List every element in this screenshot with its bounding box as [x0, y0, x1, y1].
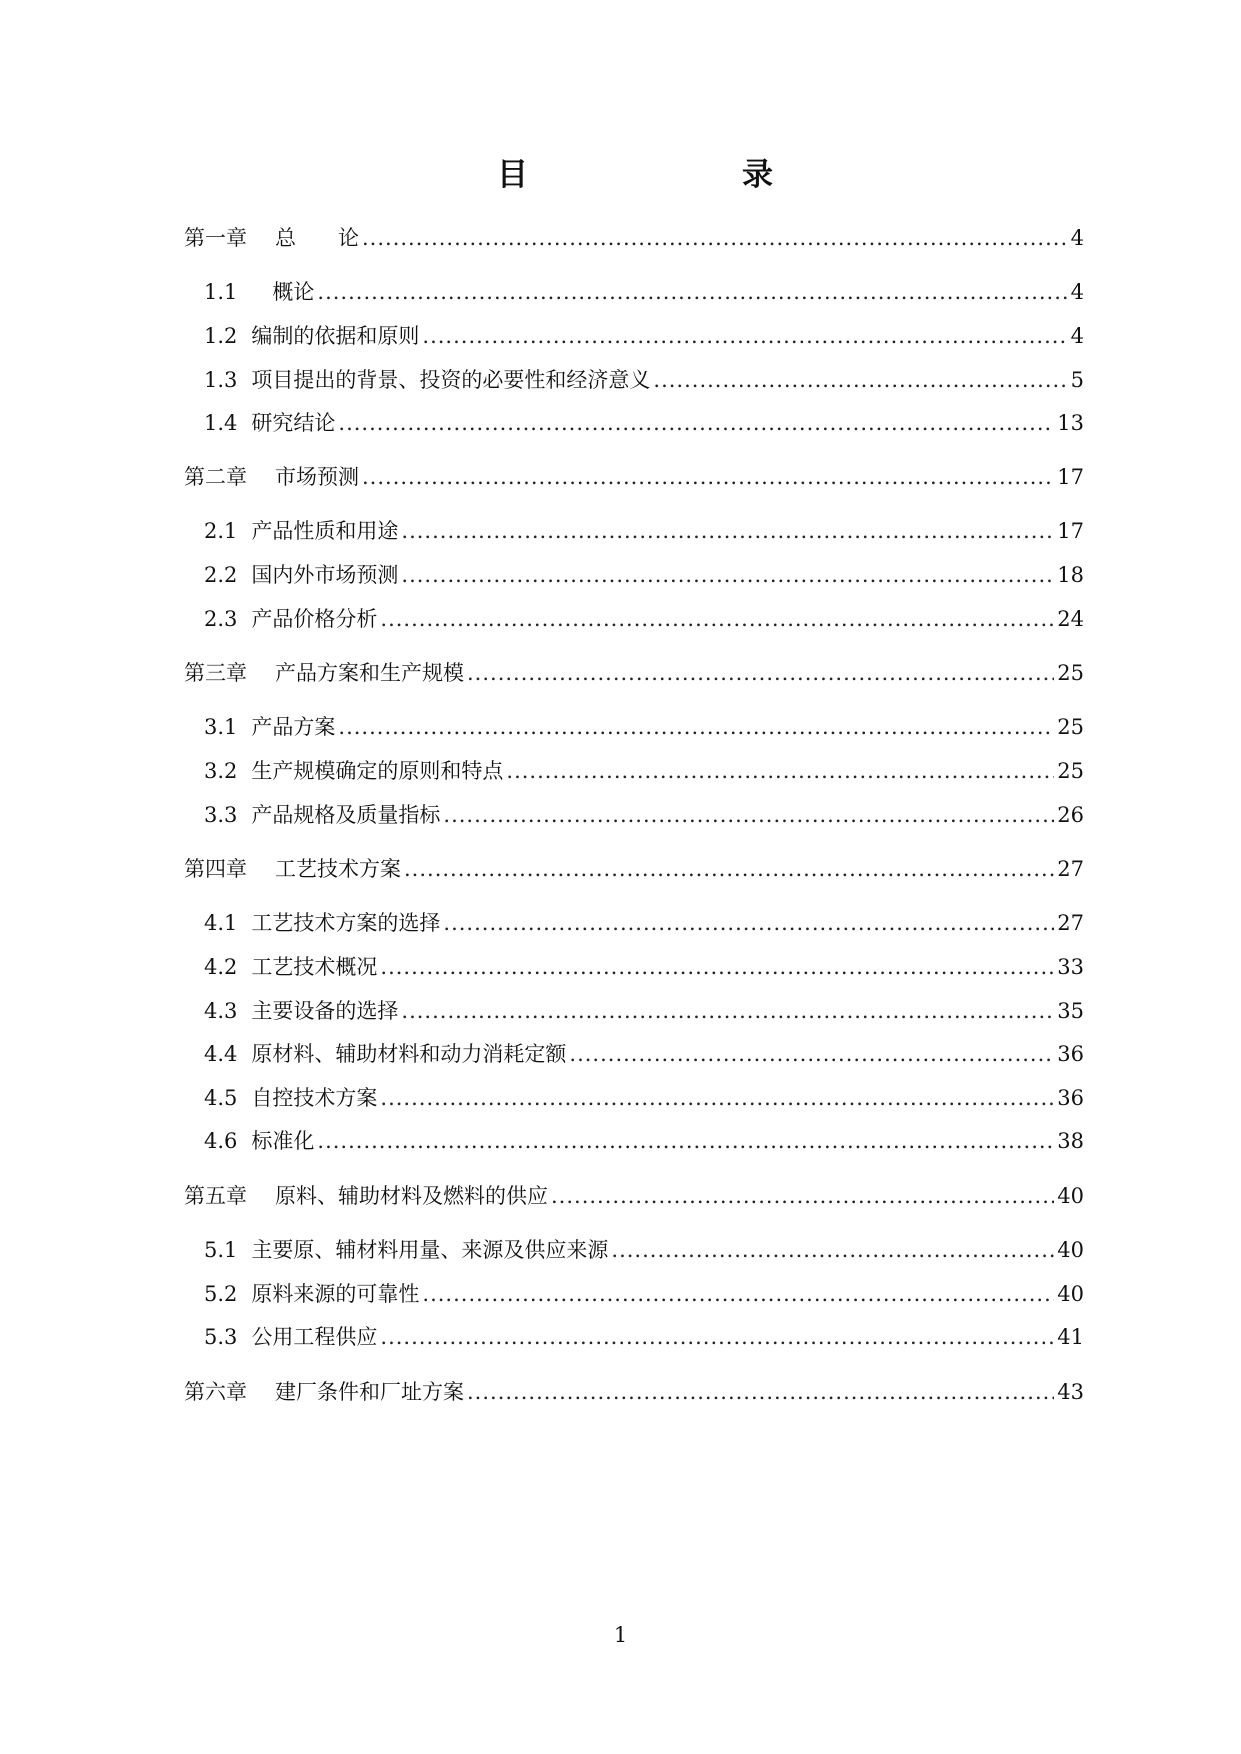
toc-dot-leader: [422, 320, 1067, 352]
toc-section-entry[interactable]: [204, 1278, 1084, 1310]
toc-dot-leader: [404, 853, 1054, 885]
toc-entry-page: 40: [1057, 1184, 1084, 1208]
toc-chapter-entry[interactable]: [184, 853, 1084, 885]
toc-dot-leader: [338, 407, 1054, 439]
toc-section-entry[interactable]: [204, 276, 1084, 308]
toc-entry-number: 4.2: [204, 955, 238, 979]
toc-entry-label: 原料、辅助材料及燃料的供应: [275, 1184, 548, 1208]
toc-entry-number: 4.3: [204, 999, 238, 1023]
toc-dot-leader: [317, 1125, 1054, 1157]
toc-entry-label: 标准化: [251, 1129, 315, 1153]
toc-dot-leader: [653, 364, 1067, 396]
toc-chapter-entry[interactable]: [184, 1180, 1084, 1212]
toc-entry-number: 4.4: [204, 1042, 238, 1066]
toc-dot-leader: [506, 755, 1054, 787]
toc-entry-page: 5: [1070, 368, 1084, 392]
toc-entry-page: 27: [1057, 857, 1084, 881]
toc-entry-page: 17: [1057, 519, 1084, 543]
toc-section-entry[interactable]: [204, 515, 1084, 547]
toc-entry-page: 27: [1057, 911, 1084, 935]
toc-entry-number: 1.1: [204, 280, 238, 304]
toc-entry-page: 33: [1057, 955, 1084, 979]
toc-section-entry[interactable]: [204, 1321, 1084, 1353]
toc-section-entry[interactable]: [204, 320, 1084, 352]
toc-entry-label: 产品价格分析: [251, 607, 378, 631]
toc-entry-label: 工艺技术方案: [275, 857, 401, 881]
toc-title-char-2: 录: [742, 157, 773, 193]
toc-section-entry[interactable]: [204, 907, 1084, 939]
toc-entry-page: 17: [1057, 465, 1084, 489]
toc-entry-label: 原材料、辅助材料和动力消耗定额: [251, 1042, 567, 1066]
toc-dot-leader: [380, 1082, 1054, 1114]
toc-entry-page: 43: [1057, 1380, 1084, 1404]
toc-entry-page: 41: [1057, 1325, 1084, 1349]
toc-section-entry[interactable]: [204, 364, 1084, 396]
toc-dot-leader: [317, 276, 1067, 308]
toc-section-entry[interactable]: [204, 1038, 1084, 1070]
toc-entry-page: 4: [1070, 324, 1084, 348]
toc-entry-number: 3.1: [204, 715, 238, 739]
toc-dot-leader: [401, 559, 1054, 591]
toc-entry-label: 产品规格及质量指标: [251, 803, 441, 827]
toc-entry-number: 第五章: [184, 1184, 247, 1208]
toc-dot-leader: [362, 222, 1068, 254]
toc-dot-leader: [401, 995, 1054, 1027]
toc-section-entry[interactable]: [204, 1234, 1084, 1266]
toc-section-entry[interactable]: [204, 603, 1084, 635]
toc-entry-number: 第四章: [184, 857, 247, 881]
toc-dot-leader: [380, 951, 1054, 983]
toc-entry-label: 总 论: [275, 226, 359, 250]
toc-dot-leader: [422, 1278, 1054, 1310]
toc-entry-label: 自控技术方案: [251, 1086, 378, 1110]
toc-dot-leader: [338, 711, 1054, 743]
toc-entry-number: 4.6: [204, 1129, 238, 1153]
toc-title: [0, 150, 1241, 200]
toc-entry-label: 工艺技术方案的选择: [251, 911, 441, 935]
toc-dot-leader: [611, 1234, 1054, 1266]
toc-entry-number: 1.2: [204, 324, 238, 348]
toc-dot-leader: [569, 1038, 1054, 1070]
toc-entry-label: 市场预测: [275, 465, 359, 489]
toc-entry-page: 4: [1070, 280, 1084, 304]
toc-dot-leader: [443, 799, 1054, 831]
toc-chapter-entry[interactable]: [184, 1376, 1084, 1408]
toc-dot-leader: [380, 1321, 1054, 1353]
toc-section-entry[interactable]: [204, 799, 1084, 831]
toc-entry-label: 产品方案: [251, 715, 336, 739]
toc-entry-page: 25: [1057, 759, 1084, 783]
toc-dot-leader: [551, 1180, 1054, 1212]
toc-section-entry[interactable]: [204, 711, 1084, 743]
toc-entry-label: 公用工程供应: [251, 1325, 378, 1349]
toc-entry-label: 产品性质和用途: [251, 519, 399, 543]
toc-section-entry[interactable]: [204, 951, 1084, 983]
toc-entry-label: 国内外市场预测: [251, 563, 399, 587]
toc-chapter-entry[interactable]: [184, 222, 1084, 254]
toc-entry-number: 2.2: [204, 563, 238, 587]
toc-entry-page: 4: [1070, 226, 1084, 250]
toc-chapter-entry[interactable]: [184, 657, 1084, 689]
toc-entry-page: 26: [1057, 803, 1084, 827]
toc-entry-page: 25: [1057, 715, 1084, 739]
toc-title-char-1: 目: [497, 157, 528, 193]
toc-entry-label: 项目提出的背景、投资的必要性和经济意义: [251, 368, 651, 392]
toc-entry-label: 产品方案和生产规模: [275, 661, 464, 685]
toc-section-entry[interactable]: [204, 1082, 1084, 1114]
toc-entry-page: 36: [1057, 1042, 1084, 1066]
toc-dot-leader: [443, 907, 1054, 939]
toc-chapter-entry[interactable]: [184, 461, 1084, 493]
toc-section-entry[interactable]: [204, 995, 1084, 1027]
toc-entry-label: 建厂条件和厂址方案: [275, 1380, 464, 1404]
toc-entry-page: 36: [1057, 1086, 1084, 1110]
toc-entry-number: 3.2: [204, 759, 238, 783]
toc-entry-page: 25: [1057, 661, 1084, 685]
toc-entry-number: 第三章: [184, 661, 247, 685]
toc-entry-page: 40: [1057, 1282, 1084, 1306]
toc-entry-page: 40: [1057, 1238, 1084, 1262]
toc-entry-label: 生产规模确定的原则和特点: [251, 759, 504, 783]
toc-entry-label: 工艺技术概况: [251, 955, 378, 979]
toc-entry-label: 主要设备的选择: [251, 999, 399, 1023]
toc-entry-number: 5.2: [204, 1282, 238, 1306]
toc-entry-page: 35: [1057, 999, 1084, 1023]
toc-entry-label: 主要原、辅材料用量、来源及供应来源: [251, 1238, 609, 1262]
toc-section-entry[interactable]: [204, 407, 1084, 439]
page-number: 1: [613, 1623, 628, 1647]
toc-entry-number: 第六章: [184, 1380, 247, 1404]
toc-entry-number: 3.3: [204, 803, 238, 827]
toc-entry-number: 第一章: [184, 226, 247, 250]
toc-section-entry[interactable]: [204, 755, 1084, 787]
toc-entry-page: 24: [1057, 607, 1084, 631]
toc-entry-page: 18: [1057, 563, 1084, 587]
toc-dot-leader: [467, 1376, 1054, 1408]
toc-entry-number: 第二章: [184, 465, 247, 489]
toc-entry-page: 13: [1057, 411, 1084, 435]
toc-entry-label: 编制的依据和原则: [251, 324, 420, 348]
toc-dot-leader: [401, 515, 1054, 547]
toc-entry-label: 概论: [251, 280, 315, 304]
toc-entry-label: 研究结论: [251, 411, 336, 435]
toc-section-entry[interactable]: [204, 559, 1084, 591]
toc-entry-number: 2.3: [204, 607, 238, 631]
toc-section-entry[interactable]: [204, 1125, 1084, 1157]
toc-entry-number: 2.1: [204, 519, 238, 543]
toc-entry-number: 1.3: [204, 368, 238, 392]
toc-entry-number: 4.5: [204, 1086, 238, 1110]
toc-entry-number: 5.1: [204, 1238, 238, 1262]
toc-entry-page: 38: [1057, 1129, 1084, 1153]
toc-dot-leader: [380, 603, 1054, 635]
toc-entry-number: 4.1: [204, 911, 238, 935]
toc-entry-label: 原料来源的可靠性: [251, 1282, 420, 1306]
toc-entry-number: 5.3: [204, 1325, 238, 1349]
toc-entry-number: 1.4: [204, 411, 238, 435]
toc-dot-leader: [362, 461, 1054, 493]
toc-dot-leader: [467, 657, 1054, 689]
